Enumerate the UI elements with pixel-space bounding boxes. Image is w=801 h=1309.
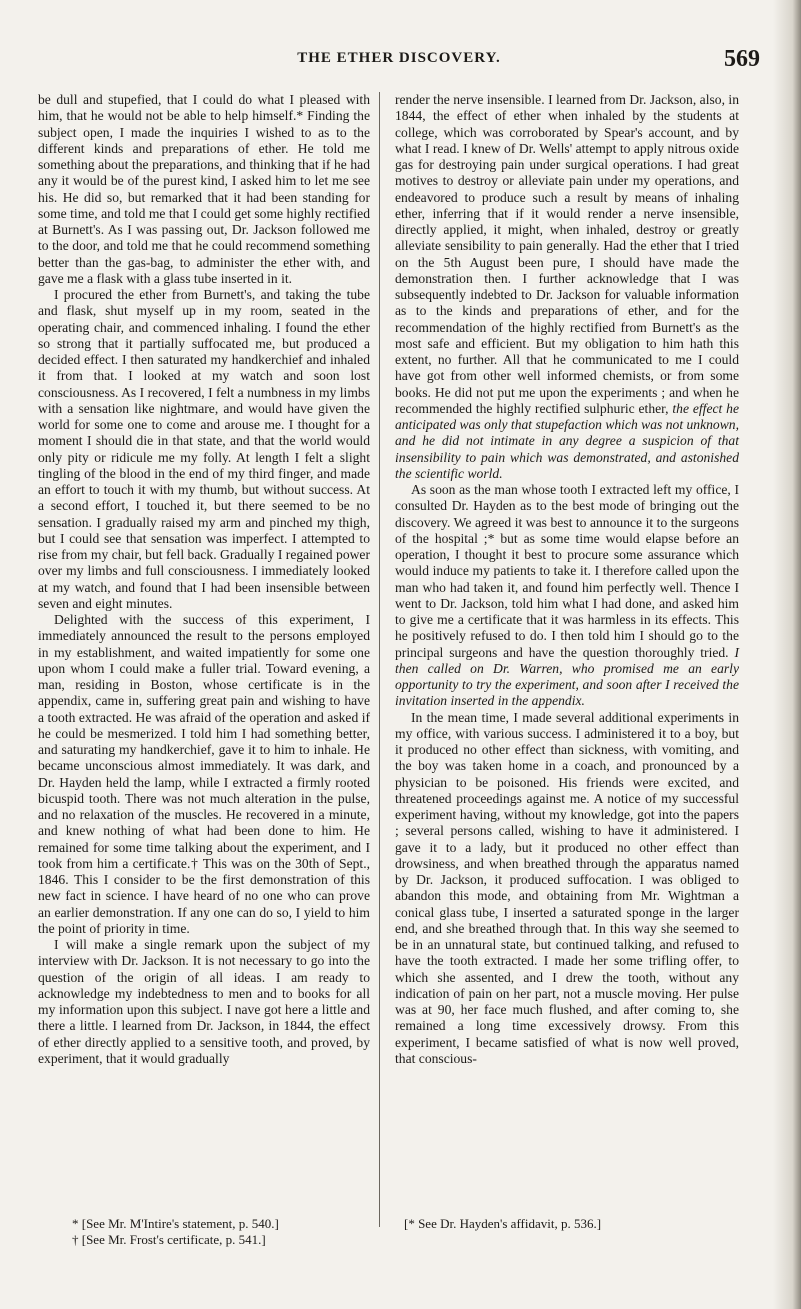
right-column: [395, 92, 739, 1067]
footnotes-right: [404, 1216, 724, 1232]
paragraph: Delighted with the success of this experiment, I immediately announced the result to the persons employed in my establishment, and waited impatiently for some one upon whom I could make a fuller trial. Toward evening, a man, residing in Boston, whose certificate is in the appendix, came in, suffering great pain and wishing to have a tooth extracted. He was afraid of the operation and asked if he could be mesmerized. I told him I had something better, and saturating my handkerchief, gave it to him to inhale. He became unconscious almost immediately. It was dark, and Dr. Hayden held the lamp, while I extracted a firmly rooted bicuspid tooth. There was not much alteration in the pulse, and no relaxation of the muscles. He recovered in a minute, and knew nothing of what had been done to him. He remained for some time talking about the experiment, and I took from him a certificate.† This was on the 30th of Sept., 1846. This I consider to be the first demonstration of this new fact in science. I have heard of no one who can prove an earlier demonstration. If any one can do so, I yield to him the point of priority in time.: [38, 612, 370, 936]
footnotes-left: [72, 1216, 372, 1248]
footnote: [* See Dr. Hayden's affidavit, p. 536.]: [404, 1216, 602, 1231]
left-column: [38, 92, 370, 1067]
footnote: * [See Mr. M'Intire's statement, p. 540.]: [72, 1216, 279, 1231]
running-title: THE ETHER DISCOVERY.: [297, 50, 501, 66]
paragraph-text: render the nerve insensible. I learned from Dr. Jackson, also, in 1844, the effect of ether when inhaled by the students at college, which was corroborated by Spear's account, and by what I read. I knew of Dr. Wells' attempt to apply nitrous oxide gas for destroying pain under surgical operations. I had great motives to destroy or alleviate pain under my operations, and endeavored to produce such a result by means of inhaling ether, inferring that if it would render a nerve insensible, directly applied, it might, when inhaled, destroy or greatly alleviate sensibility to pain generally. Had the ether that I tried on the 5th August been pure, I should have made the demonstration then. I further acknowledge that I was subsequently indebted to Dr. Jackson for valuable information as to the kinds and preparations of ether, and for the recommendation of the highly rectified from Burnett's as the most safe and efficient. But my obligation to him hath this extent, no further. All that he communicated to me I could have got from other well informed chemists, or from some books. He did not put me upon the experiments ; and when he recommended the highly rectified sulphuric ether,: [395, 92, 739, 416]
page-edge-shadow: [773, 0, 801, 1309]
paragraph: [395, 92, 739, 482]
paragraph: I will make a single remark upon the subject of my interview with Dr. Jackson. It is not necessary to go into the question of the origin of all ideas. I am ready to acknowledge my indebtedness to men and to books for all my information upon this subject. I nave got here a little and there a little. I learned from Dr. Jackson, in 1844, the effect of ether directly applied to a sensitive tooth, and proved, by experiment, that it would gradually: [38, 937, 370, 1066]
italic-passage: I then called on Dr. Warren, who promised me an early opportunity to try the experiment, and soon after I received the invitation inserted in the appendix.: [395, 644, 739, 709]
paragraph: I procured the ether from Burnett's, and taking the tube and flask, shut myself up in my room, seated in the operating chair, and commenced inhaling. I found the ether so strong that it partially suffocated me, but produced a decided effect. I then saturated my handkerchief and inhaled it from that. I looked at my watch and soon lost consciousness. As I recovered, I felt a numbness in my limbs with a sensation like nightmare, and would have given the world for some one to come and arouse me. I thought for a moment I should die in that state, and that the world would only pity or ridicule me my folly. At length I felt a slight tingling of the blood in the end of my third finger, and made an effort to touch it with my thumb, but without success. At a second effort, I touched it, but there seemed to be no sensation. I gradually raised my arm and pinched my thigh, but I could see that sensation was imperfect. I attempted to rise from my chair, but fell back. Gradually I regained power over my limbs and full consciousness. I immediately looked at my watch, and found that I had been insensible between seven and eight minutes.: [38, 287, 370, 611]
page-number: 569: [724, 46, 760, 72]
footnote: † [See Mr. Frost's certificate, p. 541.]: [72, 1232, 266, 1247]
paragraph-text: As soon as the man whose tooth I extracted left my office, I consulted Dr. Hayden as to the best mode of bringing out the discovery. We agreed it was best to announce it to the surgeons of the hospital ;* but as some time would elapse before an operation, I thought it best to procure some assurance which would induce my patients to take it. I therefore called upon the man who had taken it, and found him perfectly well. Thence I went to Dr. Jackson, told him what I had done, and asked him to give me a certificate that it was harmless in its effects. This he positively refused to do. I then told him I should go to the principal surgeons and have the question thoroughly tried.: [395, 482, 739, 660]
running-head: [38, 46, 760, 78]
paragraph: be dull and stupefied, that I could do what I pleased with him, that he would not be able to help himself.* Finding the subject open, I made the inquiries I wished to as to the different kinds and preparations of ether. He told me something about the preparations, and thinking that if he had any it would be of the purest kind, I asked him to let me see his. He did so, but remarked that it had been standing for some time, and told me that I could get some highly rectified at Burnett's. As I was passing out, Dr. Jackson followed me to the door, and told me that he could recommend something better than the gas-bag, to administer the ether with, and gave me a flask with a glass tube inserted in it.: [38, 92, 370, 286]
paragraph: In the mean time, I made several additional experiments in my office, with various success. I administered it to a boy, but it produced no other effect than sickness, with vomiting, and the boy was taken home in a coach, and pronounced by a physician to be poisoned. His friends were excited, and threatened proceedings against me. A notice of my successful experiment having, without my knowledge, got into the papers ; several persons called, wishing to have it administered. I gave it to a lady, but it produced no other effect than drowsiness, and when breathed through the apparatus named by Dr. Jackson, it produced suffocation. I was obliged to abandon this mode, and obtaining from Mr. Wightman a conical glass tube, I inserted a saturated sponge in the larger end, and she breathed through that. In this way she seemed to be in an unnatural state, but continued talking, and refused to have the tooth extracted. I made her some trifling offer, to which she assented, and I drew the tooth, without any indication of pain on her part, not a muscle moving. Her pulse was at 90, her face much flushed, and after coming to, she remained a long time excessively drowsy. From this experiment, I became satisfied of what is now well proved, that conscious-: [395, 709, 739, 1066]
paragraph: [395, 482, 739, 710]
column-divider: [379, 92, 380, 1227]
italic-passage: the effect he anticipated was only that stupefaction which was not unknown, and he did not intimate in any degree a suspicion of that insensibility to pain which was demonstrated, and astonished the scientific world.: [395, 400, 739, 481]
